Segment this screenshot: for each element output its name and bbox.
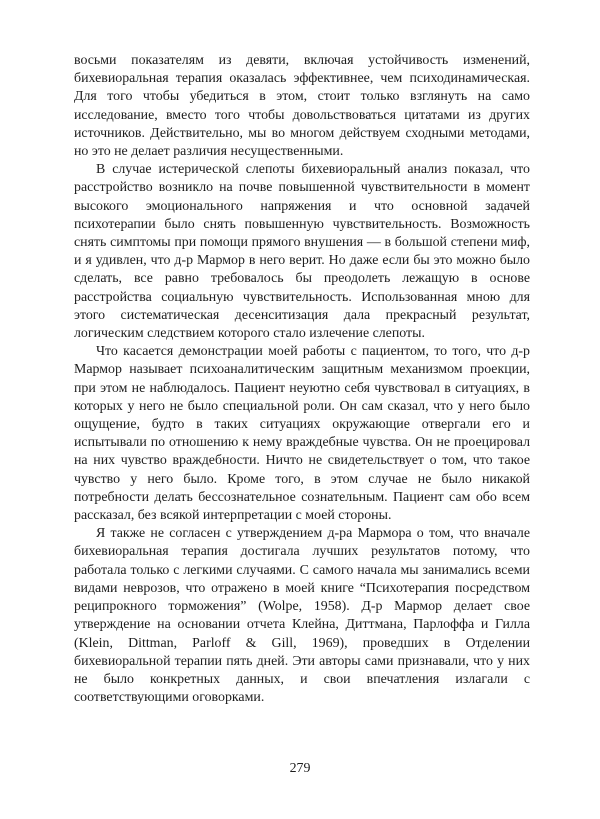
paragraph-1: восьми показателям из девяти, включая устойчивость изменений, бихевиоральная терапия оказалась эффективнее, чем психодинамическая. Для того чтобы убедиться в этом, стоит только взглянуть на само исследование, вместо того чтобы довольствоваться цитатами из других источников. Действительно, мы во многом действуем сходными методами, но это не делает различия несущественными. <box>74 53 530 160</box>
paragraph-2: В случае истерической слепоты бихевиоральный анализ показал, что расстройство возникло на почве повышенной чувствительности в момент высокого эмоционального напряжения и что основной задачей психотерапии было снять повышенную чувствительность. Возможность снять симптомы при помощи прямого внушения — в большой степени миф, и я удивлен, что д-р Мармор в него верит. Но даже если бы это можно было сделать, все равно требовалось бы преодолеть лежащую в основе расстройства социальную чувствительность. Использованная мною для этого систематическая десенситизация дала прекрасный результат, логическим следствием которого стало излечение слепоты. <box>74 162 530 342</box>
body-text <box>74 52 530 707</box>
paragraph-4: Я также не согласен с утверждением д-ра Мармора о том, что вначале бихевиоральная терапия достигала лучших результатов потому, что работала только с легкими случаями. С самого начала мы занимались всеми видами неврозов, что отражено в моей книге “Психотерапия посредством реципрокного торможения” (Wolpe, 1958). Д-р Мармор делает свое утверждение на основании отчета Клейна, Диттмана, Парлоффа и Гилла (Klein, Dittman, Parloff & Gill, 1969), проведших в Отделении бихевиоральной терапии пять дней. Эти авторы сами признавали, что у них не было конкретных данных, и свои впечатления излагали с соответствующими оговорками. <box>74 526 530 706</box>
page-number: 279 <box>289 761 311 776</box>
paragraph-3: Что касается демонстрации моей работы с пациентом, то того, что д-р Мармор называет психоаналитическим защитным механизмом проекции, при этом не наблюдалось. Пациент неуютно себя чувствовал в ситуациях, в которых у него не было специальной роли. Он сам сказал, что у него было ощущение, будто в таких ситуациях окружающие отвергали его и испытывали по отношению к нему враждебные чувства. Он не проецировал на них чувство враждебности. Ничто не свидетельствует о том, что такое чувство у него было. Кроме того, в этом случае не было никакой потребности делать бессознательное сознательным. Пациент сам обо всем рассказал, без всякой интерпретации с моей стороны. <box>74 344 530 524</box>
